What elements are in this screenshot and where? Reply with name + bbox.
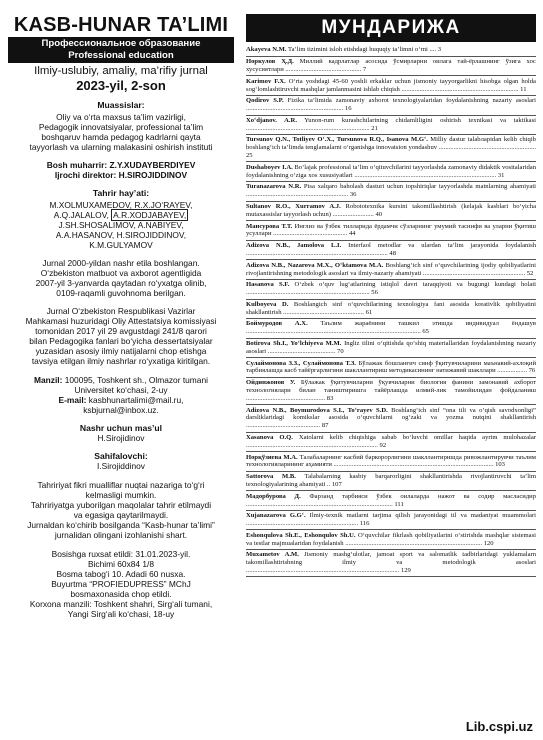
board-line: M.XOLMUXAMEDOV, R.X.JO‘RAYEV, [49, 200, 193, 210]
toc-entry-author: Eshonqulova Sh.E., Eshonqulov Sh.U. [246, 531, 356, 539]
toc-entry [246, 221, 536, 241]
email-value: kasbhunartalimi@mail.ru, [86, 395, 184, 405]
toc-entry-title: O‘zbek o‘quv lug‘atlarining istiqlol davri taraqqiyoti va bugungi kundagi holati ........................................................................... 56 [246, 281, 536, 297]
toc-column [246, 14, 536, 577]
toc-entry-title: Yunon-rum kurashchilarining chidamliligini oshirish texnikasi va taktikasi ........................................................................... 21 [246, 116, 536, 132]
toc-entry [246, 319, 536, 339]
board-line: J.SH.SHOSALIMOV, A.NABIYEV, [58, 220, 184, 230]
email-line [8, 395, 234, 405]
toc-entry-title: Robototexnika kursini takomillashtirish (kelajak kasblari bo‘yicha mutaxassislar tayyorlash uchun) ......................... 40 [246, 203, 537, 218]
toc-entry-author: Норкулов Ҳ.Д. [246, 58, 294, 66]
print-line: Bosishga ruxsat etildi: 31.01.2023-yil. [51, 549, 191, 559]
toc-entry [246, 202, 536, 222]
imprint-column [8, 14, 234, 619]
vak-line: tomonidan 2017 yil 29 avgustdagi 241/8 qarori [35, 326, 207, 336]
toc-entry-title: Boshlang‘ich sinf “ona tili va o‘qish savodxonligi” darsliklaridagi komikslar asosida o‘quvchilarni og‘zaki va yozma nutqini shakllantirish ............................................. 87 [246, 406, 536, 430]
registration-line: O‘zbekiston matbuot va axborot agentligida [40, 268, 202, 278]
toc-entry [246, 96, 536, 116]
watermark: Lib.cspi.uz [465, 719, 533, 734]
vak-text [8, 306, 234, 366]
toc-entry-title: Ilmiy-texnik matlarni tarjima qilish jarayonidagi til va madaniyat muammolari .................................................................... 116 [246, 512, 536, 528]
toc-entry-author: Норқўзиева М.А. [246, 453, 298, 461]
toc-entry-author: Dushaboyev I.A. [246, 163, 293, 171]
registration-line: 0109-raqamli guvohnoma berilgan. [56, 288, 186, 298]
toc-entry-title: Jismoniy mashg‘ulotlar, jamoat sport va salomatlik tadbirlaridagi yuklamalarn takomillashtirishning ilmiy va metodologik asoslari ............................................................................................. 129 [246, 551, 537, 575]
print-line: Buyurtma “PROFIEDUPRESS” MChJ [51, 579, 191, 589]
founders-line: Pedagogik innovatsiyalar, professional ta’lim [38, 122, 204, 132]
note-line: Tahririyat fikri mualliflar nuqtai nazariga to‘g‘ri [37, 480, 205, 490]
journal-type: Ilmiy-uslubiy, amaliy, ma’rifiy jurnal [34, 65, 208, 77]
note-line: Jurnaldan ko‘chirib bosilganda “Kasb-hunar ta’limi” [27, 520, 215, 530]
toc-entry-title: Таълим жараёнини ташкил этишда индивидуал ёндашув .......................................................................................................... 65 [246, 320, 536, 336]
toc-entry-title: Талабаларнинг касбий баркорорлигини шакллантиришда ривожлантирувчи таълим технологияларининг аҳамияти ................................................................................................. 103 [246, 453, 536, 469]
toc-entry-title: Milliy dastur talabларidan kelib chiqib boshlang‘ich ta’limda tenglamalarni o‘rganishga innovatsion yondashuv ........................................................... 25 [246, 136, 536, 160]
issue-number: 2023-yil, 2-son [76, 78, 166, 93]
board-line [8, 210, 234, 220]
toc-entry [246, 45, 536, 57]
toc-entry-title: Фарзанд тарбияси ўзбек оилаларда нажот ва содир масласидир ......................................................................................... 111 [246, 492, 536, 508]
toc-entry [246, 135, 536, 162]
toc-list [246, 45, 536, 577]
responsible-title: Nashr uchun mas’ul [79, 423, 163, 433]
print-line: Korxona manzili: Toshkent shahri, Sirg‘ali tumani, [29, 599, 213, 609]
founders-line: tayyorlash va ularning malakasini oshirish instituti [29, 142, 213, 152]
layout-credit-title: Sahifalovchi: [94, 451, 148, 461]
toc-entry [246, 241, 536, 261]
note-line: kelmasligi mumkin. [85, 490, 157, 500]
toc-entry-author: Akayeva N.M. [246, 46, 287, 54]
print-info [8, 549, 234, 619]
board-title: Tahrir hay’ati: [92, 188, 150, 198]
executive-director: Ijrochi direktor: H.SIROJIDDINOV [54, 170, 188, 180]
toc-entry-author: Мансурова Т.Т. [246, 222, 293, 230]
toc-entry [246, 57, 536, 77]
email-line: ksbjurnal@inbox.uz. [83, 405, 159, 415]
toc-entry-author: Xo‘djanov. A.R. [246, 116, 297, 124]
editorial-notes [8, 480, 234, 540]
address-value: 100095, Toshkent sh., Olmazor tumani [62, 375, 208, 385]
vak-line: Jurnal O‘zbekiston Respublikasi Vazirlar [46, 306, 196, 316]
band-russian: Профессиональное образование [41, 38, 201, 49]
contacts [8, 375, 234, 415]
toc-entry [246, 511, 536, 531]
vak-line: Mahkamasi huzuridagi Oliy Attestatsiya komissiyasi [25, 316, 217, 326]
toc-entry-title: Миллий кадрлатлар асосида ўсмирларни оилага тай-ёрлашнинг ўзига хос хусусиятлари .............................................. 7 [246, 58, 536, 73]
toc-entry-title: Bo‘lajak professional ta’lim o‘qituvchilarini tayyorlashda zamonaviy didaktik vositalaridan foydalanishning o‘ziga xos xususiyatlari ...................................................................................... 31 [246, 163, 537, 179]
toc-entry-author: Adizova N.B., Boymurodova S.I., To‘rayev S.D. [246, 406, 388, 414]
chief-editor: Bosh muharrir: Z.Y.XUDAYBERDIYEV [46, 160, 196, 170]
toc-entry-author: Muxametov A.M. [246, 551, 299, 559]
toc-entry-author: Боймуродов А.Х. [246, 320, 308, 328]
toc-entry-author: Xujanazarova G.G‘. [246, 512, 306, 520]
toc-entry [246, 162, 536, 182]
note-line: Tahririyatga yuborilgan maqolalar tahrir etilmaydi [30, 500, 212, 510]
toc-entry-title: Boshlangich sinf o‘quvchilarining texnologiya fani asosida kreativlik qobiliyatini shakllantirish ................................................. 61 [246, 300, 536, 316]
toc-entry-author: Xasanova O.Q. [246, 433, 293, 441]
toc-entry [246, 260, 536, 280]
responsible-name: H.Sirojidinov [97, 433, 145, 443]
founders-line: boshqaruv hamda pedagog kadrlarni qayta [41, 132, 201, 142]
toc-entry-title: O‘quvchilar fikrlash qobiliyatlarini o‘stirishda mashqlar sistemasi va testlar majmualaridan foydalanish ................................................................................... 120 [246, 531, 536, 547]
email-label: E-mail: [58, 395, 87, 405]
print-line: Yangi Sirg‘ali ko‘chasi, 18-uy [67, 609, 175, 619]
toc-entry [246, 116, 536, 136]
toc-entry-author: Qodirov S.P. [246, 97, 284, 105]
toc-entry-author: Kulboyeva D. [246, 300, 289, 308]
toc-entry-title: Бўлажак бошланғич синф ўқитувчиларини маънавий-ахлоқий тарбиялашда касб тайёргарлигини шакллантириш методикасининг натижавий шакллари .................. 76 [246, 359, 536, 375]
toc-entry [246, 550, 536, 577]
registration-text [8, 258, 234, 298]
toc-entry-author: Сулаймонова З.З., Сулаймонова Т.З. [246, 359, 356, 367]
toc-entry [246, 280, 536, 300]
print-line: Bichimi 60x84 1/8 [87, 559, 155, 569]
toc-entry [246, 452, 536, 472]
toc-entry-author: Botirova Sh.I., Yo‘lchiyeva M.M. [246, 340, 342, 348]
layout-credit-name: I.Sirojiddinov [97, 461, 145, 471]
toc-entry-title: Xatolarni kelib chiqishiga sabab bo‘luvchi omillar haqida ayrim mulohazalar ................................................................................ 92 [246, 433, 536, 449]
toc-entry-title: Pisa xalqaro baholash dasturi uchun topshiriqlar tayyorlashda matnlarning ahamiyati .............................................................. 36 [246, 183, 536, 199]
registration-line: 2007-yil 3-yanvarda qaytadan ro‘yxatga olinib, [35, 278, 207, 288]
vak-line: tavsiya etilgan ilmiy nashrlar ro‘yxatiga kiritilgan. [31, 356, 211, 366]
toc-entry [246, 491, 536, 511]
toc-entry-author: Sultanov R.O., Xurramov A.J. [246, 203, 341, 211]
toc-entry [246, 182, 536, 202]
vak-line: yuzasidan asosiy ilmiy natijalarni chop etishga [35, 346, 207, 356]
toc-entry-title: Бўлажак ўқитувчиларни ўқувчиларни биология фанини замонавий ахборот технологиялари билан таништиришга тайёрлашда илмий-лик тамойилидан фойдаланиш ................................................ 83 [246, 379, 537, 402]
toc-entry-title: Инглиз ва ўзбек тилларида ёрдамчи сўзларнинг умумий таснифи ва уларни ўқитиш усуллари ............................................. 44 [246, 222, 536, 238]
journal-title: KASB-HUNAR TA’LIMI [13, 14, 229, 36]
note-line: va egasiga qaytarilmaydi. [73, 510, 169, 520]
address-label: Manzil: [34, 375, 63, 385]
toc-title: МУНДАРИЖА [246, 14, 536, 42]
toc-entry-title: O‘rta yoshdagi 45-60 yoshli erkaklar uchun jismoniy tayyorgarlikni hisobga olgan holda sog‘lomlashtiruvchi mashqlar jamlanmasini ishlab chiqish ....................................................................... 11 [246, 77, 536, 93]
toc-entry [246, 530, 536, 550]
toc-entry-author: Hasanova S.F. [246, 281, 290, 289]
toc-entry [246, 76, 536, 96]
toc-entry [246, 339, 536, 359]
toc-entry-title: Ta’lim tizimini isloh etishdagi huquqiy ta’limni o‘rni .... 3 [286, 46, 442, 54]
band-english: Professional education [68, 49, 174, 61]
toc-entry [246, 378, 536, 405]
founders-title: Muassislar: [97, 100, 145, 110]
board-name-highlighted: A.R.XODJABAYEV, [113, 210, 187, 220]
board-line: A.A.HASANOV, H.SIROJIDDINOV, [55, 230, 187, 240]
address-line [8, 375, 234, 385]
toc-entry [246, 405, 536, 432]
toc-entry-author: Tursunov Q.N., Totliyev O‘.X., Tursunova R.Q., Isanova M.G‘. [246, 136, 428, 144]
founders-line: Oliy va o‘rta maxsus ta’lim vazirligi, [56, 112, 186, 122]
toc-entry-author: Karimov F.X. [246, 77, 286, 85]
toc-entry-title: Ingliz tilini o‘qitishda qo‘shiq materiallaridan foydalanishning nazariy asoslari ......................................... 70 [246, 340, 536, 355]
toc-entry-author: Adizova N.B., Jamolova L.I. [246, 242, 342, 250]
toc-entry-author: Sattorova M.B. [246, 473, 296, 481]
board-line: K.M.GULYAMOV [89, 240, 153, 250]
toc-entry-author: Turanazarova N.R. [246, 183, 302, 191]
print-line: bosmaxonasida chop etildi. [70, 589, 172, 599]
board-names: A.Q.JALALOV, [53, 210, 112, 220]
toc-entry-author: Adizova N.B., Nazarova M.X., O‘ktamova M.A. [246, 261, 384, 269]
toc-entry-title: Fizika ta’limida zamonaviy axborot texnologiyalaridan foydalanishning nazariy asoslari ........................................................... 16 [246, 97, 536, 113]
note-line: jurnalidan olingani izohlanishi shart. [54, 530, 188, 540]
registration-line: Jurnal 2000-yildan nashr etila boshlangan. [42, 258, 200, 268]
print-line: Bosma tabog‘i 10. Adadi 60 nusxa. [56, 569, 186, 579]
editorial-board [8, 200, 234, 250]
toc-entry [246, 433, 536, 453]
toc-entry-author: Ойдинжонов У. [246, 379, 296, 387]
address-line: Universitet ko‘chasi, 2-uy [74, 385, 168, 395]
founders-text [8, 112, 234, 152]
toc-entry-title: Interfaol metodlar va ulardan ta’lim jarayonida foydalanish ...................................................................................... 48 [246, 242, 536, 257]
toc-entry-author: Мадорбурова Д. [246, 492, 301, 500]
toc-entry [246, 358, 536, 378]
toc-entry-title: Talabalarning kasbiy barqarorligini shakllantirishda rivojlantiruvchi ta’lim texnologiyalarining ahamiyati .. 107 [246, 473, 536, 488]
toc-entry-title: Boshlang‘ich sinf o‘quvchilarining ijodiy qobiliyatlarini rivojlantirishning metodologik asoslari va ilmiy-nazariy ahamiyati .............................................................. 52 [246, 261, 536, 277]
toc-entry [246, 300, 536, 320]
vak-line: bilan Pedagogika fanlari bo‘yicha dessertatsiyalar [29, 336, 213, 346]
toc-entry [246, 472, 536, 492]
journal-subtitle-band [8, 37, 234, 63]
